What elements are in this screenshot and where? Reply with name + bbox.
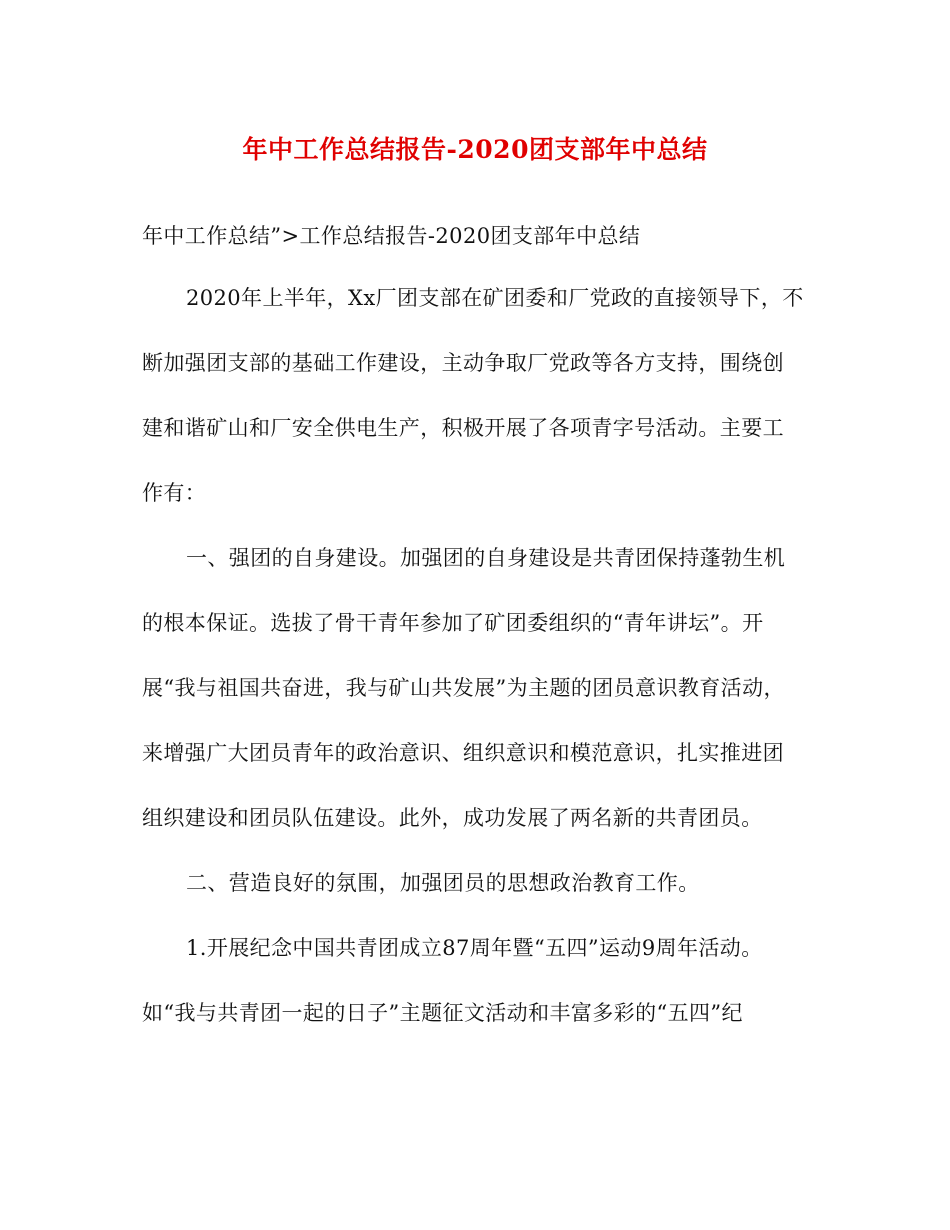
paragraph-line: 展“我与祖国共奋进，我与矿山共发展”为主题的团员意识教育活动， [142, 676, 785, 700]
breadcrumb-line: 年中工作总结”>工作总结报告-2020团支部年中总结 [142, 224, 641, 248]
paragraph-line: 如“我与共青团一起的日子”主题征文活动和丰富多彩的“五四”纪 [142, 1001, 743, 1025]
paragraph-line: 一、强团的自身建设。加强团的自身建设是共青团保持蓬勃生机 [186, 546, 786, 570]
section-heading-line: 二、营造良好的氛围，加强团员的思想政治教育工作。 [186, 871, 700, 895]
document-title: 年中工作总结报告-2020团支部年中总结 [242, 135, 708, 164]
paragraph-line: 组织建设和团员队伍建设。此外，成功发展了两名新的共青团员。 [142, 806, 763, 830]
paragraph-line: 的根本保证。选拔了骨干青年参加了矿团委组织的“青年讲坛”。开 [142, 611, 764, 635]
paragraph-line: 断加强团支部的基础工作建设，主动争取厂党政等各方支持，围绕创 [142, 351, 784, 375]
paragraph-line: 来增强广大团员青年的政治意识、组织意识和模范意识，扎实推进团 [142, 741, 784, 765]
paragraph-line: 1.开展纪念中国共青团成立87周年暨“五四”运动9周年活动。 [186, 936, 763, 960]
paragraph-line: 2020年上半年，Xx厂团支部在矿团委和厂党政的直接领导下，不 [186, 286, 804, 310]
paragraph-line: 建和谐矿山和厂安全供电生产，积极开展了各项青字号活动。主要工 [142, 416, 784, 440]
paragraph-line: 作有： [142, 481, 207, 505]
